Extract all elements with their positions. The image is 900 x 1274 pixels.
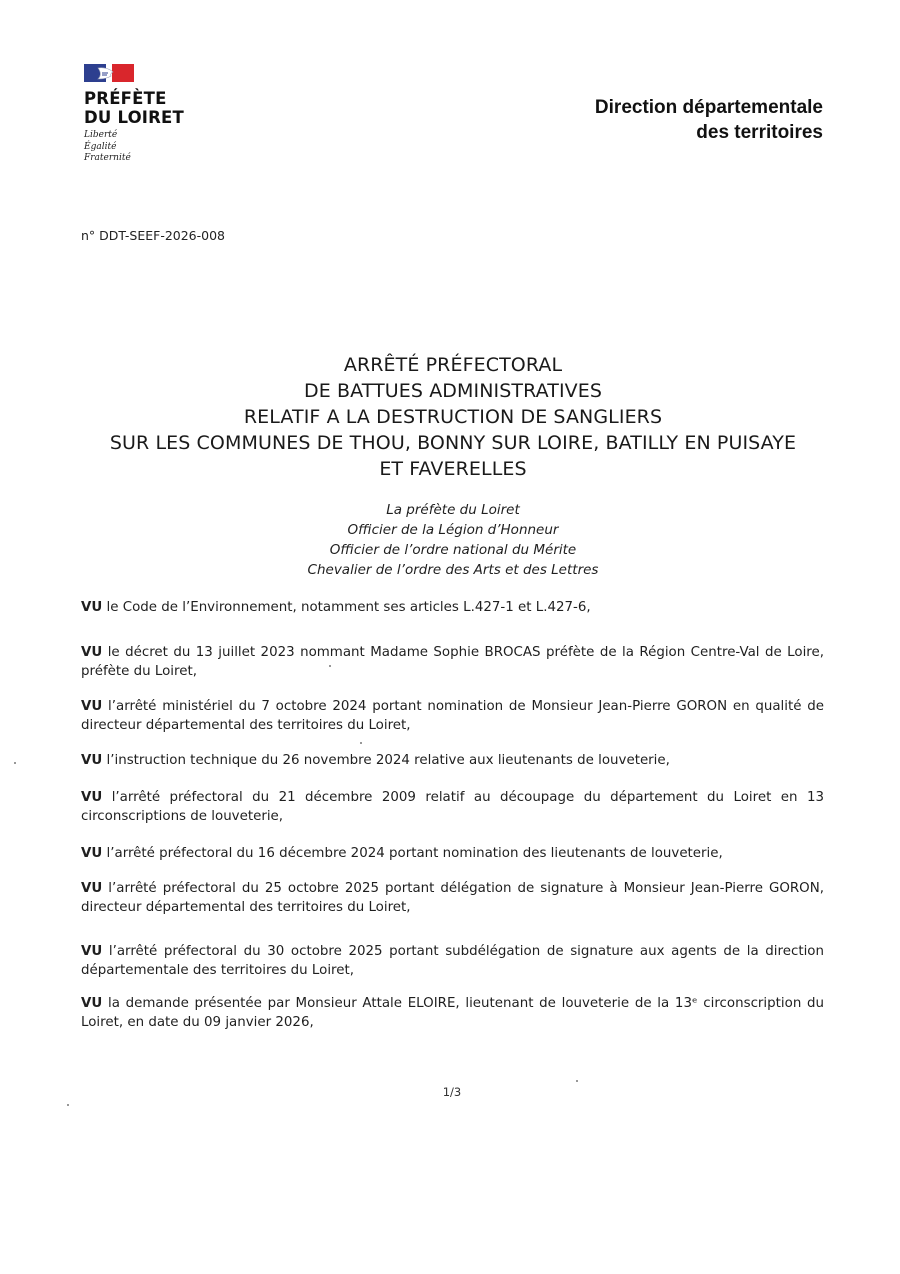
visa-text: le Code de l’Environnement, notamment ses articles L.427-1 et L.427-6, (106, 600, 591, 615)
marianne-flag-icon (84, 64, 134, 82)
visa-keyword: VU (81, 699, 103, 714)
visa-keyword: VU (81, 944, 103, 959)
visa-paragraph (81, 994, 824, 1032)
authority-line-4: Chevalier de l’ordre des Arts et des Lettres (307, 562, 599, 578)
visa-paragraph (81, 844, 824, 863)
logo-line-2: DU LOIRET (84, 108, 184, 127)
visa-text: l’arrêté ministériel du 7 octobre 2024 portant nomination de Monsieur Jean-Pierre GORON en qualité de directeur départemental des territoires du Loiret, (81, 699, 824, 733)
scan-speck (360, 742, 362, 744)
authority-line-1: La préfète du Loiret (386, 502, 520, 518)
visa-keyword: VU (81, 790, 103, 805)
visa-text: l’arrêté préfectoral du 16 décembre 2024 portant nomination des lieutenants de louveterie, (106, 846, 723, 861)
republic-motto (84, 130, 224, 165)
department-line-1: Direction départementale (594, 97, 823, 118)
visa-paragraph (81, 598, 824, 617)
title-line-5: ET FAVERELLES (379, 458, 527, 480)
issuing-department (595, 95, 823, 145)
motto-fraternite: Fraternité (84, 153, 131, 163)
scan-speck (576, 1080, 578, 1082)
visa-keyword: VU (81, 600, 103, 615)
title-line-1: ARRÊTÉ PRÉFECTORAL (343, 354, 563, 376)
visa-paragraph (81, 879, 824, 917)
visa-text: l’arrêté préfectoral du 30 octobre 2025 portant subdélégation de signature aux agents de la direction départementale des territoires du Loiret, (81, 944, 824, 978)
scan-speck (14, 762, 16, 764)
visa-keyword: VU (81, 645, 103, 660)
decree-reference: n° DDT-SEEF-2026-008 (81, 228, 226, 243)
visa-paragraph (81, 751, 824, 770)
visa-text: l’arrêté préfectoral du 21 décembre 2009 relatif au découpage du département du Loiret en 13 circonscriptions de louveterie, (81, 790, 824, 824)
marianne-logo (84, 64, 224, 165)
logo-line-1: PRÉFÈTE (84, 89, 167, 108)
scan-speck (67, 1104, 69, 1106)
visa-keyword: VU (81, 846, 103, 861)
visa-text: la demande présentée par Monsieur Attale ELOIRE, lieutenant de louveterie de la 13ᵉ circonscription du Loiret, en date du 09 janvier 2026, (81, 996, 824, 1030)
authority-line-2: Officier de la Légion d’Honneur (347, 522, 559, 538)
motto-egalite: Égalité (84, 141, 117, 152)
title-line-3: RELATIF A LA DESTRUCTION DE SANGLIERS (243, 406, 663, 428)
motto-liberte: Liberté (84, 130, 118, 140)
visa-text: l’instruction technique du 26 novembre 2024 relative aux lieutenants de louveterie, (106, 753, 670, 768)
scan-speck (329, 665, 331, 667)
title-line-2: DE BATTUES ADMINISTRATIVES (303, 380, 603, 402)
visa-keyword: VU (81, 996, 103, 1011)
visa-paragraph (81, 942, 824, 980)
page-number: 1/3 (442, 1085, 462, 1099)
authority-block (200, 500, 706, 580)
visa-keyword: VU (81, 881, 103, 896)
visa-keyword: VU (81, 753, 103, 768)
visa-paragraph (81, 788, 824, 826)
visa-text: le décret du 13 juillet 2023 nommant Madame Sophie BROCAS préfète de la Région Centre-Val de Loire, préfète du Loiret, (81, 645, 824, 679)
visa-text: l’arrêté préfectoral du 25 octobre 2025 portant délégation de signature à Monsieur Jean-Pierre GORON, directeur départemental des territoires du Loiret, (81, 881, 824, 915)
title-line-4: SUR LES COMMUNES DE THOU, BONNY SUR LOIRE, BATILLY EN PUISAYE (109, 432, 797, 454)
visa-paragraph (81, 643, 824, 681)
authority-line-3: Officier de l’ordre national du Mérite (329, 542, 577, 558)
decree-title (60, 352, 846, 482)
visa-paragraph (81, 697, 824, 735)
department-line-2: des territoires (696, 122, 823, 143)
